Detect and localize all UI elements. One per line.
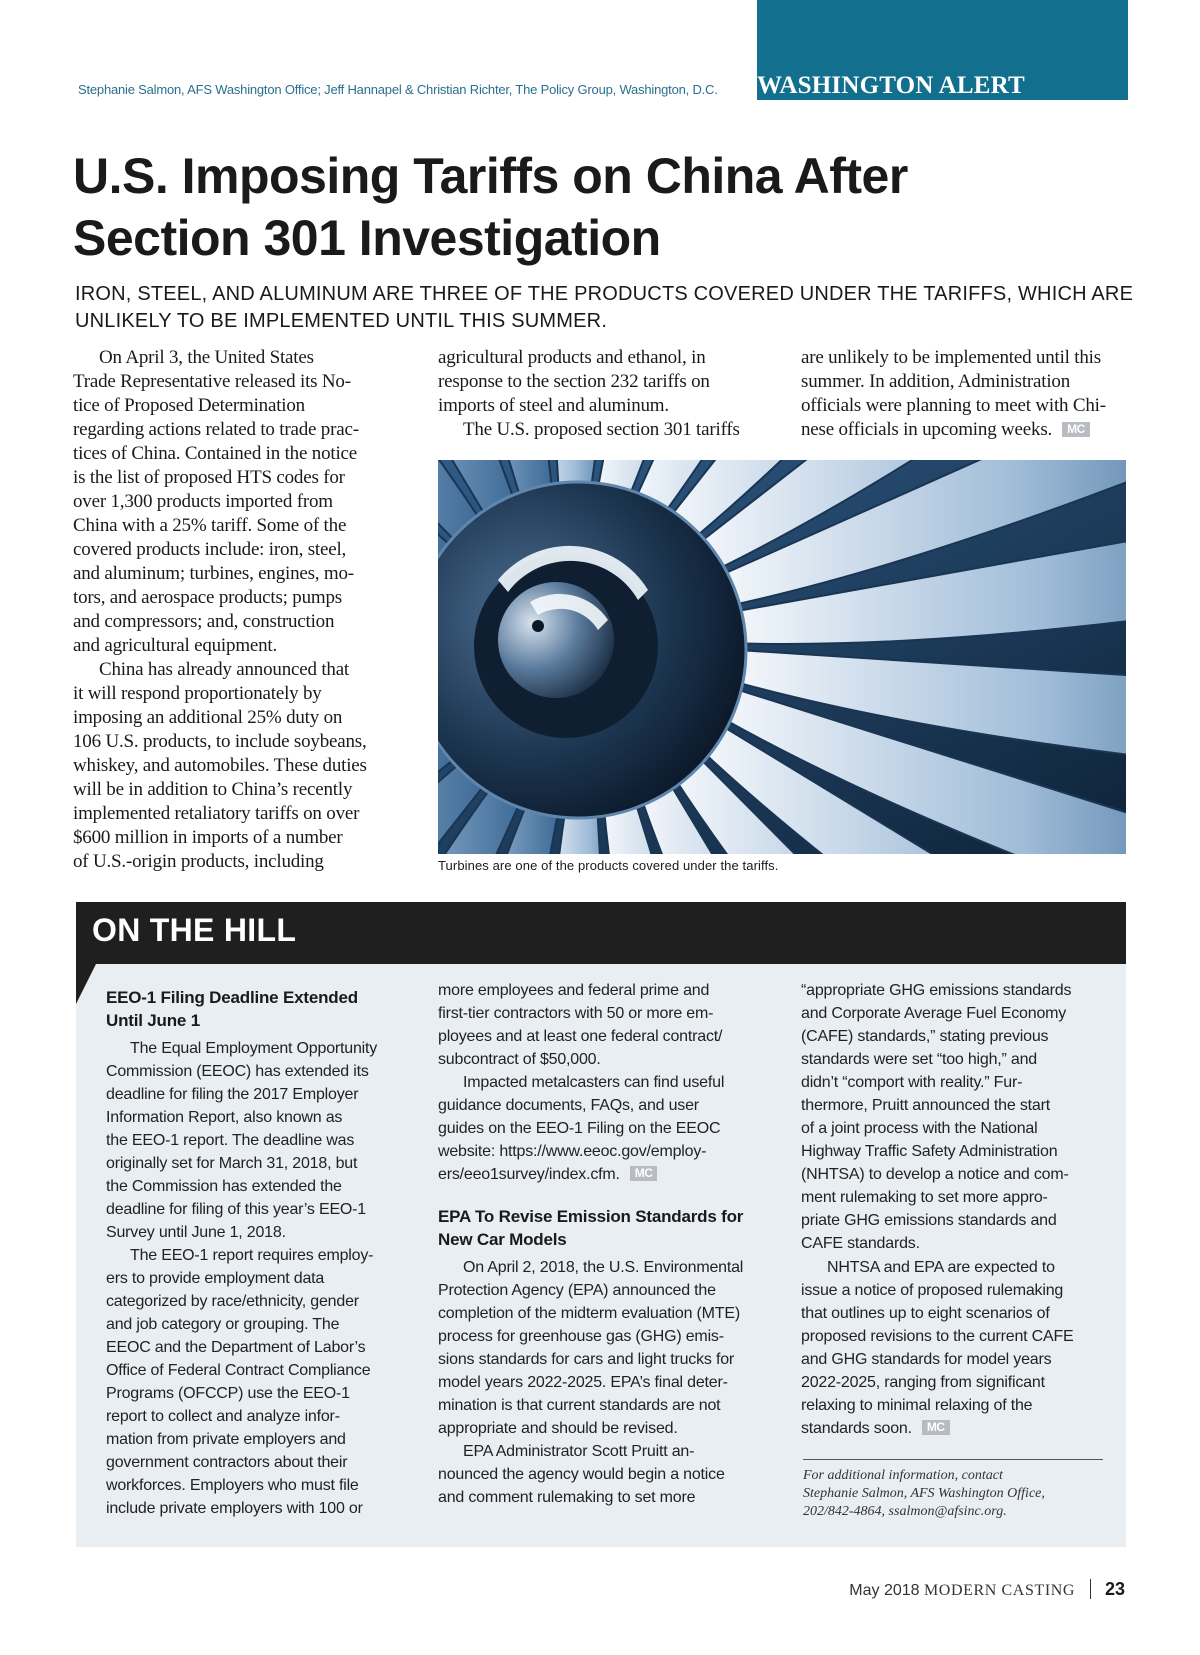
body-line: of U.S.-origin products, including [73,851,324,872]
body-line: summer. In addition, Administration [801,371,1071,392]
body-line: tors, and aerospace products; pumps [73,587,342,608]
footer-separator [1090,1579,1091,1599]
body-line: officials were planning to meet with Chi- [801,395,1106,416]
box-line: guidance documents, FAQs, and user [438,1097,699,1114]
box-line: 2022-2025, ranging from significant [801,1374,1045,1391]
box-line: Impacted metalcasters can find useful [463,1074,725,1091]
box-line: ers to provide employment data [106,1270,325,1287]
subheadline-line: IRON, STEEL, AND ALUMINUM ARE THREE OF THE PRODUCTS COVERED UNDER THE TARIFFS, WHICH ARE [75,283,1134,305]
box-line: completion of the midterm evaluation (MTE) [438,1305,740,1322]
body-line: agricultural products and ethanol, in [438,347,706,368]
box-line: EPA Administrator Scott Pruitt an- [463,1443,695,1460]
box-line: thermore, Pruitt announced the start [801,1097,1050,1114]
box-line: the EEO-1 report. The deadline was [106,1132,355,1149]
on-the-hill-title: ON THE HILL [92,912,297,948]
box-line: issue a notice of proposed rulemaking [801,1282,1064,1299]
box-line: The EEO-1 report requires employ- [130,1247,374,1264]
box-line-text: standards soon. [801,1420,912,1437]
cone-tip [532,620,544,632]
box-line: the Commission has extended the [106,1178,342,1195]
headline-line: Section 301 Investigation [73,210,661,266]
body-line: $600 million in imports of a number [73,827,343,848]
box-line: and Corporate Average Fuel Economy [801,1005,1067,1022]
box-line: include private employers with 100 or [106,1500,363,1517]
box-line: report to collect and analyze infor- [106,1408,340,1425]
body-line: regarding actions related to trade prac- [73,419,359,440]
body-line: tices of China. Contained in the notice [73,443,357,464]
box-line: categorized by race/ethnicity, gender [106,1293,359,1310]
box-line: deadline for filing the 2017 Employer [106,1086,359,1103]
box-line: appropriate and should be revised. [438,1420,678,1437]
box-line: guides on the EEO-1 Filing on the EEOC [438,1120,721,1137]
body-line: imports of steel and aluminum. [438,395,669,416]
story-heading: Until June 1 [106,1011,200,1030]
box-line: deadline for filing of this year’s EEO-1 [106,1201,366,1218]
body-line: will be in addition to China’s recently [73,779,353,800]
contact-line: For additional information, contact [803,1468,1003,1483]
box-line: (NHTSA) to develop a notice and com- [801,1166,1069,1183]
box-line: first-tier contractors with 50 or more em- [438,1005,714,1022]
box-line: EEOC and the Department of Labor’s [106,1339,366,1356]
body-line: it will respond proportionately by [73,683,322,704]
box-line: relaxing to minimal relaxing of the [801,1397,1033,1414]
contact-line: Stephanie Salmon, AFS Washington Office, [803,1486,1045,1501]
box-line: of a joint process with the National [801,1120,1038,1137]
subheadline [75,281,1135,335]
box-line: nounced the agency would begin a notice [438,1466,725,1483]
box-line: Survey until June 1, 2018. [106,1224,286,1241]
body-line: and agricultural equipment. [73,635,278,656]
box-line: subcontract of $50,000. [438,1051,601,1068]
box-line: mination is that current standards are not [438,1397,721,1414]
box-line: On April 2, 2018, the U.S. Environmental [463,1259,744,1276]
body-line: China with a 25% tariff. Some of the [73,515,347,536]
eeoc-link[interactable]: ers/eeo1survey/index.cfm. [438,1166,620,1183]
body-line: implemented retaliatory tariffs on over [73,803,360,824]
body-line-text: nese officials in upcoming weeks. [801,419,1053,440]
box-line: Information Report, also known as [106,1109,343,1126]
headline [73,145,1073,269]
box-line: Highway Traffic Safety Administration [801,1143,1058,1160]
mc-end-mark: MC [922,1420,950,1435]
box-line: standards were set “too high,” and [801,1051,1038,1068]
mc-end-mark: MC [630,1166,658,1181]
box-line: sions standards for cars and light trucks for [438,1351,735,1368]
body-line: over 1,300 products imported from [73,491,333,512]
body-line: The U.S. proposed section 301 tariffs [463,419,740,440]
mc-end-mark: MC [1062,422,1090,437]
body-line: is the list of proposed HTS codes for [73,467,345,488]
box-line: priate GHG emissions standards and [801,1212,1057,1229]
box-line: “appropriate GHG emissions standards [801,982,1072,999]
box-line: Commission (EEOC) has extended its [106,1063,369,1080]
page-number: 23 [1104,1579,1125,1599]
box-line [801,1417,950,1440]
story-heading: EPA To Revise Emission Standards for [438,1207,744,1226]
body-line: On April 3, the United States [99,347,314,368]
body-line: covered products include: iron, steel, [73,539,347,560]
body-line: China has already announced that [99,659,350,680]
box-line: The Equal Employment Opportunity [130,1040,378,1057]
box-line: process for greenhouse gas (GHG) emis- [438,1328,724,1345]
box-line: workforces. Employers who must file [106,1477,359,1494]
byline: Stephanie Salmon, AFS Washington Office; Jeff Hannapel & Christian Richter, The Policy Group, Washington, D.C. [78,82,718,97]
box-line: and job category or grouping. The [106,1316,340,1333]
box-line: ployees and at least one federal contract/ [438,1028,723,1045]
box-line: and GHG standards for model years [801,1351,1052,1368]
box-line: Protection Agency (EPA) announced the [438,1282,716,1299]
contact-divider [803,1459,1103,1460]
subheadline-line: UNLIKELY TO BE IMPLEMENTED UNTIL THIS SUMMER. [75,310,608,332]
contact-line [803,1503,1007,1521]
issue-date: May 2018 [849,1582,920,1599]
box-line: model years 2022-2025. EPA’s final deter- [438,1374,728,1391]
turbine-photo [438,460,1126,854]
box-line: and comment rulemaking to set more [438,1489,696,1506]
body-line: tice of Proposed Determination [73,395,305,416]
body-line: response to the section 232 tariffs on [438,371,710,392]
box-line: more employees and federal prime and [438,982,710,999]
body-line: whiskey, and automobiles. These duties [73,755,367,776]
box-line: ment rulemaking to set more appro- [801,1189,1048,1206]
box-line: government contractors about their [106,1454,348,1471]
body-line: 106 U.S. products, to include soybeans, [73,731,367,752]
box-line: mation from private employers and [106,1431,346,1448]
box-line: NHTSA and EPA are expected to [827,1259,1055,1276]
story-heading: New Car Models [438,1230,567,1249]
photo-caption: Turbines are one of the products covered under the tariffs. [438,858,779,873]
box-line: Office of Federal Contract Compliance [106,1362,371,1379]
box-line: website: https://www.eeoc.gov/employ- [438,1143,707,1160]
box-line: originally set for March 31, 2018, but [106,1155,358,1172]
contact-email-link[interactable]: 202/842-4864, ssalmon@afsinc.org. [803,1504,1007,1519]
story-heading: EEO-1 Filing Deadline Extended [106,988,358,1007]
box-line: (CAFE) standards,” stating previous [801,1028,1049,1045]
header-corner-accent [76,964,96,1004]
body-line: are unlikely to be implemented until this [801,347,1101,368]
turbine-illustration [438,460,1126,854]
box-line: that outlines up to eight scenarios of [801,1305,1050,1322]
box-line: proposed revisions to the current CAFE [801,1328,1074,1345]
body-line [801,418,1090,442]
body-line: Trade Representative released its No- [73,371,351,392]
box-line: didn’t “comport with reality.” Fur- [801,1074,1023,1091]
body-line: imposing an additional 25% duty on [73,707,343,728]
box-line [438,1163,657,1186]
section-label: WASHINGTON ALERT [757,72,1025,99]
magazine-name: MODERN CASTING [923,1582,1076,1599]
headline-line: U.S. Imposing Tariffs on China After [73,148,908,204]
body-line: and aluminum; turbines, engines, mo- [73,563,354,584]
page-footer [849,1579,1125,1600]
box-line: Programs (OFCCP) use the EEO-1 [106,1385,350,1402]
box-line: CAFE standards. [801,1235,920,1252]
body-line: and compressors; and, construction [73,611,335,632]
